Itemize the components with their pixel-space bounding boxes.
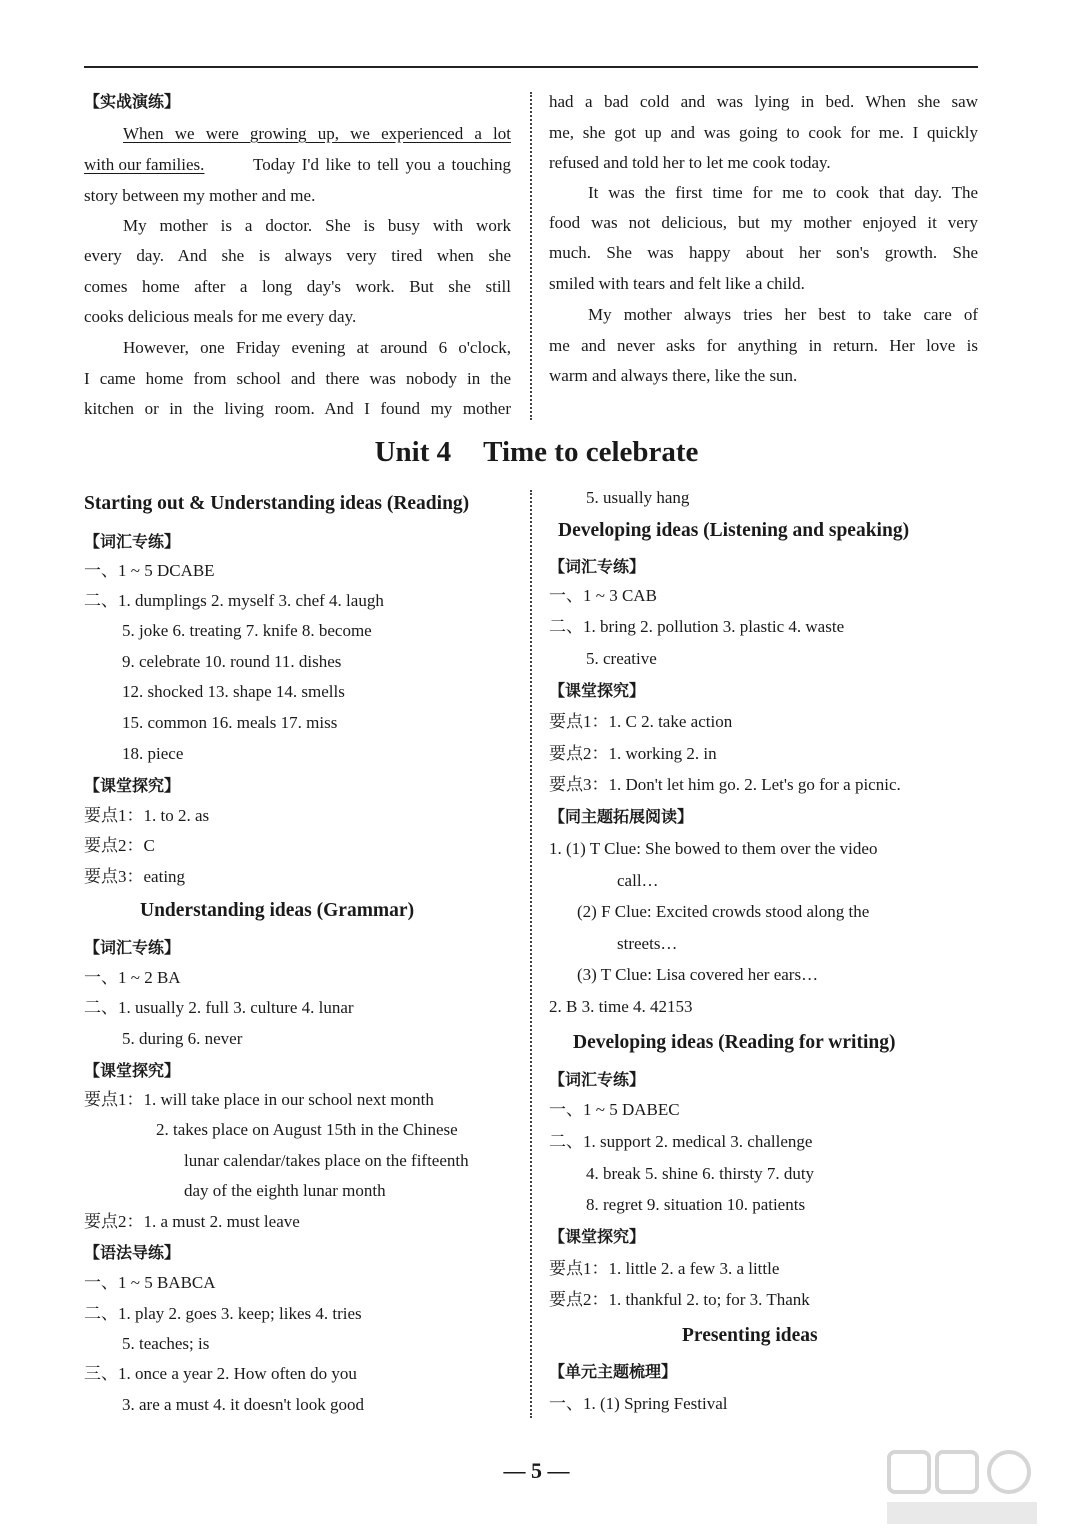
answer-line: 5. usually hang bbox=[586, 488, 690, 507]
answer-line: 5. joke 6. treating 7. knife 8. become bbox=[122, 621, 372, 640]
answer-line: 要点3：eating bbox=[84, 867, 186, 886]
answer-line: 要点1：1. C 2. take action bbox=[549, 712, 733, 731]
answer-line: 1. (1) T Clue: She bowed to them over the video bbox=[549, 839, 878, 858]
answer-line: 二、1. bring 2. pollution 3. plastic 4. waste bbox=[549, 617, 845, 636]
answer-line: day of the eighth lunar month bbox=[184, 1181, 386, 1200]
answer-line: 12. shocked 13. shape 14. smells bbox=[122, 682, 345, 701]
essay-line: me and never asks for anything in return. Her love is bbox=[549, 336, 978, 355]
section-heading: Understanding ideas (Grammar) bbox=[140, 900, 415, 921]
answer-line: 一、1 ~ 3 CAB bbox=[549, 586, 657, 605]
answer-line: 一、1 ~ 5 DCABE bbox=[84, 561, 215, 580]
answer-line: 9. celebrate 10. round 11. dishes bbox=[122, 652, 342, 671]
answer-line: 要点2：C bbox=[84, 836, 155, 855]
essay-line: My mother is a doctor. She is busy with work bbox=[123, 216, 511, 235]
essay-line: every day. And she is always very tired when she bbox=[84, 246, 511, 265]
answer-line: 2. takes place on August 15th in the Chinese bbox=[156, 1120, 458, 1139]
answer-line: 二、1. usually 2. full 3. culture 4. lunar bbox=[84, 998, 354, 1017]
answer-line: 18. piece bbox=[122, 744, 184, 763]
section-tag: 【词汇专练】 bbox=[549, 557, 646, 576]
section-tag: 【单元主题梳理】 bbox=[549, 1362, 678, 1381]
section-heading: Starting out & Understanding ideas (Reading) bbox=[84, 493, 470, 514]
answer-line: 2. B 3. time 4. 42153 bbox=[549, 997, 693, 1016]
section-tag: 【同主题拓展阅读】 bbox=[549, 807, 694, 826]
section-heading: Presenting ideas bbox=[682, 1325, 818, 1346]
essay-line: Today I'd like to tell you a touching bbox=[253, 155, 511, 174]
answer-line: 15. common 16. meals 17. miss bbox=[122, 713, 338, 732]
answer-line: 二、1. dumplings 2. myself 3. chef 4. laugh bbox=[84, 591, 384, 610]
answer-line: 一、1 ~ 5 DABEC bbox=[549, 1100, 680, 1119]
answer-line: 要点3：1. Don't let him go. 2. Let's go for a picnic. bbox=[549, 775, 901, 794]
answer-line: 要点2：1. thankful 2. to; for 3. Thank bbox=[549, 1290, 810, 1309]
essay-line: kitchen or in the living room. And I found my mother bbox=[84, 399, 511, 418]
answer-line: 8. regret 9. situation 10. patients bbox=[586, 1195, 806, 1214]
answer-line: 5. teaches; is bbox=[122, 1334, 210, 1353]
section-tag: 【词汇专练】 bbox=[549, 1070, 646, 1089]
essay-line: food was not delicious, but my mother enjoyed it very bbox=[549, 213, 978, 232]
unit-name: Time to celebrate bbox=[483, 436, 699, 468]
answer-line: 5. during 6. never bbox=[122, 1029, 243, 1048]
answer-line: 要点1：1. to 2. as bbox=[84, 806, 210, 825]
answer-line: 一、1. (1) Spring Festival bbox=[549, 1394, 728, 1413]
answer-line: 二、1. support 2. medical 3. challenge bbox=[549, 1132, 813, 1151]
answer-line: 要点2：1. working 2. in bbox=[549, 744, 717, 763]
section-tag: 【语法导练】 bbox=[84, 1243, 181, 1262]
essay-line: warm and always there, like the sun. bbox=[549, 366, 798, 385]
essay-line: It was the first time for me to cook that day. The bbox=[588, 183, 978, 202]
essay-line: with our families. bbox=[84, 155, 205, 174]
section-tag: 【课堂探究】 bbox=[549, 681, 646, 700]
unit-title bbox=[0, 436, 1073, 469]
section-tag: 【词汇专练】 bbox=[84, 532, 181, 551]
answer-line: 要点1：1. will take place in our school next month bbox=[84, 1090, 434, 1109]
essay-line: However, one Friday evening at around 6 o'clock, bbox=[123, 338, 511, 357]
essay-line: refused and told her to let me cook today. bbox=[549, 153, 831, 172]
section-tag: 【词汇专练】 bbox=[84, 938, 181, 957]
unit-number: Unit 4 bbox=[374, 436, 452, 468]
answer-line: 一、1 ~ 2 BA bbox=[84, 968, 181, 987]
section-tag: 【课堂探究】 bbox=[84, 1061, 181, 1080]
answer-line: 5. creative bbox=[586, 649, 657, 668]
answer-line: lunar calendar/takes place on the fifteenth bbox=[184, 1151, 469, 1170]
answer-line: (3) T Clue: Lisa covered her ears… bbox=[577, 965, 819, 984]
answer-line: 三、1. once a year 2. How often do you bbox=[84, 1364, 357, 1383]
essay-line: story between my mother and me. bbox=[84, 186, 316, 205]
column-divider-bottom bbox=[530, 490, 532, 1418]
essay-line: When we were growing up, we experienced a lot bbox=[123, 124, 511, 143]
answer-line: 3. are a must 4. it doesn't look good bbox=[122, 1395, 364, 1414]
answer-line: 4. break 5. shine 6. thirsty 7. duty bbox=[586, 1164, 815, 1183]
essay-line: smiled with tears and felt like a child. bbox=[549, 274, 805, 293]
answer-line: 要点2：1. a must 2. must leave bbox=[84, 1212, 300, 1231]
answer-line: 一、1 ~ 5 BABCA bbox=[84, 1273, 216, 1292]
section-heading: Developing ideas (Reading for writing) bbox=[573, 1032, 896, 1053]
essay-line: me, she got up and was going to cook for me. I quickly bbox=[549, 123, 978, 142]
essay-line: My mother always tries her best to take care of bbox=[588, 305, 978, 324]
essay-line: comes home after a long day's work. But she still bbox=[84, 277, 511, 296]
essay-tag: 【实战演练】 bbox=[84, 92, 181, 111]
section-tag: 【课堂探究】 bbox=[549, 1227, 646, 1246]
answer-line: call… bbox=[617, 871, 659, 890]
section-tag: 【课堂探究】 bbox=[84, 776, 181, 795]
top-rule bbox=[84, 66, 978, 68]
answer-line: 要点1：1. little 2. a few 3. a little bbox=[549, 1259, 780, 1278]
answer-line: 二、1. play 2. goes 3. keep; likes 4. tries bbox=[84, 1304, 362, 1323]
section-heading: Developing ideas (Listening and speaking) bbox=[558, 520, 910, 541]
essay-line: much. She was happy about her son's growth. She bbox=[549, 243, 978, 262]
answer-line: streets… bbox=[617, 934, 678, 953]
page-number: — 5 — bbox=[503, 1458, 570, 1483]
essay-line: had a bad cold and was lying in bed. When she saw bbox=[549, 92, 978, 111]
watermark-logo-icon bbox=[887, 1448, 1037, 1528]
essay-line: I came home from school and there was nobody in the bbox=[84, 369, 511, 388]
answer-line: (2) F Clue: Excited crowds stood along the bbox=[577, 902, 870, 921]
column-divider-top bbox=[530, 92, 532, 420]
essay-line: cooks delicious meals for me every day. bbox=[84, 307, 357, 326]
